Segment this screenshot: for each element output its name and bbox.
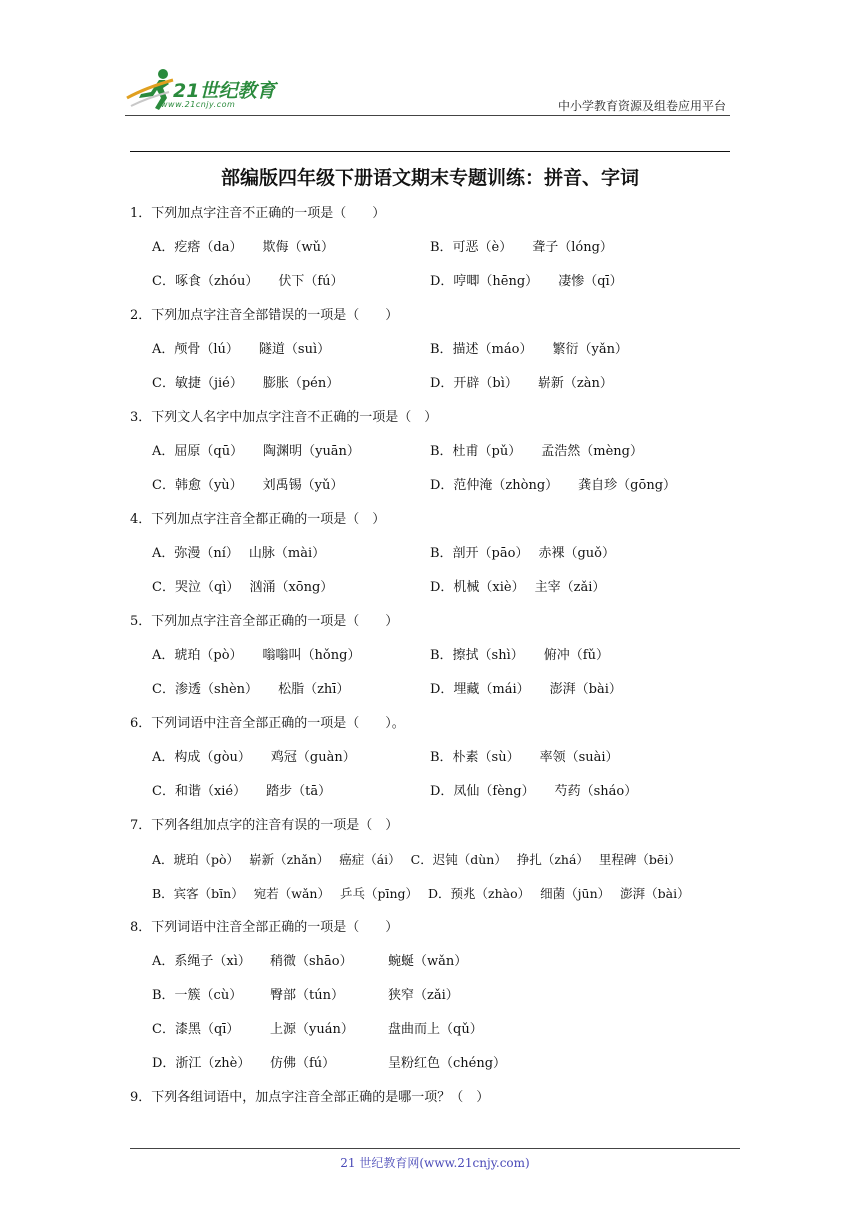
page-header [125, 66, 730, 114]
header-slogan: 中小学教育资源及组卷应用平台 [557, 99, 726, 113]
option-b: B．一簇（cù） 臀部（tún） 狭窄（zǎi） [152, 988, 459, 1003]
page-footer: 21 世纪教育网(www.21cnjy.com) [340, 1156, 530, 1170]
option-row [130, 543, 750, 577]
option-row [130, 577, 750, 611]
option-d: D．哼唧（hēng） 凄惨（qī） [430, 274, 623, 289]
question-stem: 6．下列词语中注音全部正确的一项是（ ）。 [130, 716, 405, 731]
option-row [130, 441, 750, 475]
question-stem: 3．下列文人名字中加点字注音不正确的一项是（ ） [130, 410, 438, 425]
option-b: B．杜甫（pǔ） 孟浩然（mèng） [430, 444, 643, 459]
option-d: D．范仲淹（zhòng） 龚自珍（gōng） [430, 478, 677, 493]
option-d: D．埋藏（mái） 澎湃（bài） [430, 682, 622, 697]
option-b: B．可恶（è） 聋子（lóng） [430, 240, 613, 255]
option-row [130, 475, 750, 509]
option-b: B．朴素（sù） 率领（suài） [430, 750, 619, 765]
footer-divider [130, 1148, 740, 1149]
option-c: C．敏捷（jié） 膨胀（pén） [152, 376, 340, 391]
option-a: A．颅骨（lú） 隧道（suì） [152, 342, 331, 357]
question-list [130, 203, 750, 1121]
option-a: A．疙瘩（da） 欺侮（wǔ） [152, 240, 334, 255]
title-divider [130, 151, 730, 152]
option-d: D．凤仙（fèng） 芍药（sháo） [430, 784, 638, 799]
option-b: B．擦拭（shì） 俯冲（fǔ） [430, 648, 609, 663]
question-stem: 5．下列加点字注音全部正确的一项是（ ） [130, 614, 399, 629]
question-stem: 8．下列词语中注音全部正确的一项是（ ） [130, 920, 399, 935]
option-c: C．和谐（xié） 踏步（tā） [152, 784, 332, 799]
option-a: A．弥漫（ní） 山脉（mài） [152, 546, 326, 561]
option-row [130, 271, 750, 305]
question-stem: 4．下列加点字注音全都正确的一项是（ ） [130, 512, 386, 527]
logo-url: www.21cnjy.com [161, 100, 236, 109]
option-c: C．啄食（zhóu） 伏下（fú） [152, 274, 344, 289]
option-a: A．构成（gòu） 鸡冠（guàn） [152, 750, 356, 765]
option-c: C．漆黑（qī） 上源（yuán） 盘曲而上（qǔ） [152, 1022, 483, 1037]
option-a: A．琥珀（pò） 嗡嗡叫（hǒng） [152, 648, 361, 663]
question-stem: 2．下列加点字注音全部错误的一项是（ ） [130, 308, 399, 323]
question-stem: 1．下列加点字注音不正确的一项是（ ） [130, 206, 386, 221]
option-a: A．屈原（qū） 陶渊明（yuān） [152, 444, 360, 459]
option-d: D．开辟（bì） 崭新（zàn） [430, 376, 613, 391]
option-row [130, 339, 750, 373]
option-row [130, 679, 750, 713]
option-c: C．哭泣（qì） 汹涌（xōng） [152, 580, 334, 595]
site-logo [125, 66, 295, 114]
logo-text: 21世纪教育 [173, 80, 276, 102]
option-b: B．描述（máo） 繁衍（yǎn） [430, 342, 628, 357]
option-b: B．剖开（pāo） 赤裸（guǒ） [430, 546, 615, 561]
option-row [130, 237, 750, 271]
page-title: 部编版四年级下册语文期末专题训练：拼音、字词 [220, 167, 639, 189]
option-row [130, 781, 750, 815]
option-c: C．韩愈（yù） 刘禹锡（yǔ） [152, 478, 344, 493]
option-d: D．机械（xiè） 主宰（zǎi） [430, 580, 606, 595]
question-stem: 7．下列各组加点字的注音有误的一项是（ ） [130, 818, 399, 833]
option-row [130, 373, 750, 407]
header-divider [125, 115, 730, 116]
option-a: A．系绳子（xì） 稍微（shāo） 蜿蜒（wǎn） [152, 954, 468, 969]
question-stem: 9．下列各组词语中，加点字注音全部正确的是哪一项？（ ） [130, 1090, 490, 1105]
option-d: D．浙江（zhè） 仿佛（fú） 呈粉红色（chéng） [152, 1056, 507, 1071]
option-row [130, 645, 750, 679]
option-row [130, 747, 750, 781]
option-c: C．渗透（shèn） 松脂（zhī） [152, 682, 350, 697]
option-row: B．宾客（bīn） 宛若（wǎn） 乒乓（pīng） D．预兆（zhào） 细菌（jūn） 澎湃（bài） [152, 886, 690, 901]
option-row: A．琥珀（pò） 崭新（zhǎn） 癌症（ái） C．迟钝（dùn） 挣扎（zhá） 里程碑（bēi） [152, 852, 681, 867]
